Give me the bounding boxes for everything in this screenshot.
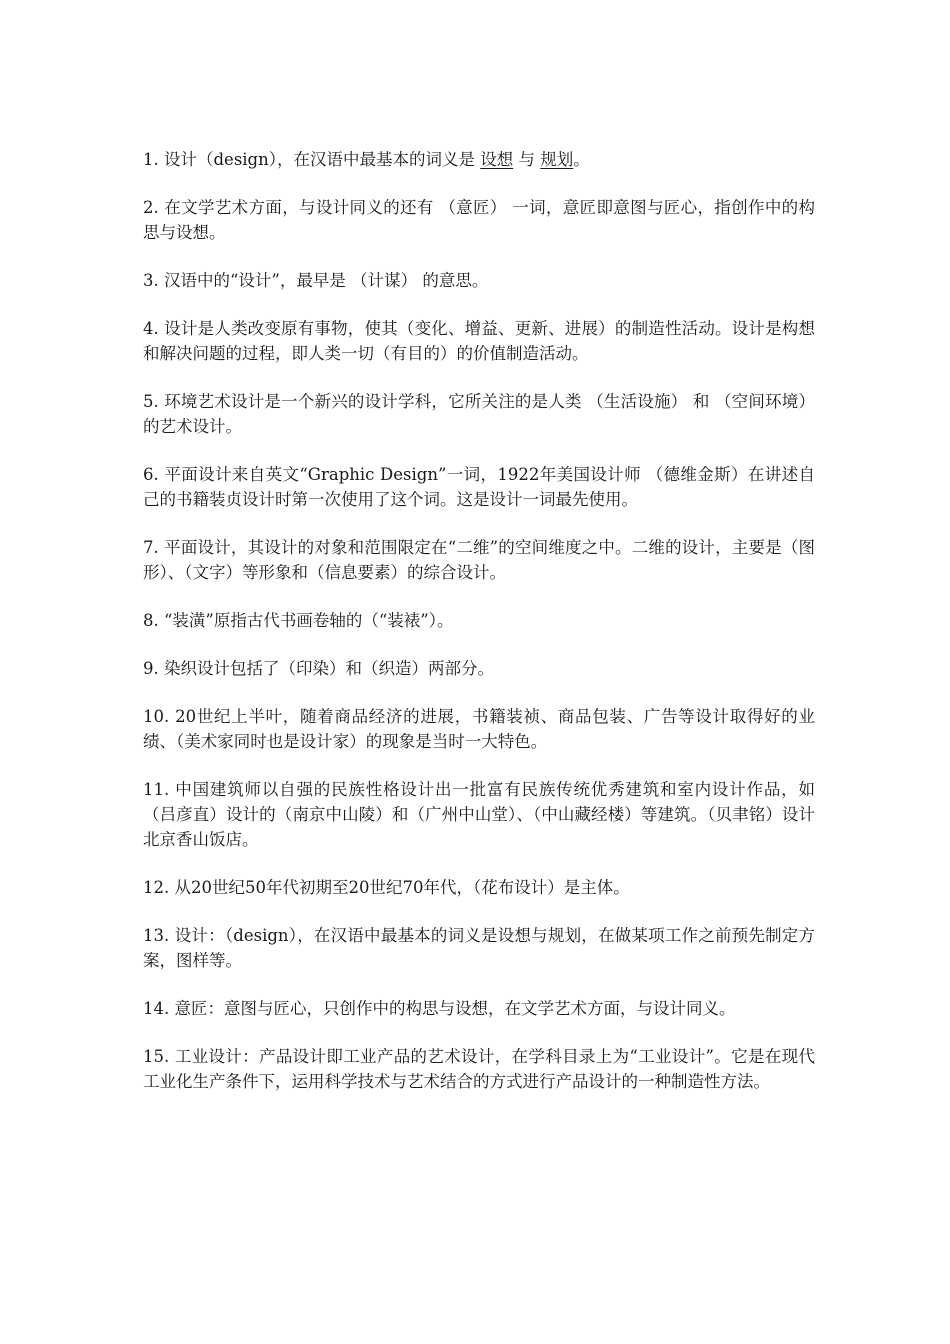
list-item-5: 5. 环境艺术设计是一个新兴的设计学科，它所关注的是人类 （生活设施） 和 （空间环境）的艺术设计。 xyxy=(143,392,815,436)
list-item-10: 10. 20世纪上半叶，随着商品经济的进展，书籍装祯、商品包装、广告等设计取得好的业绩、（美术家同时也是设计家）的现象是当时一大特色。 xyxy=(143,707,815,751)
list-item-15: 15. 工业设计：产品设计即工业产品的艺术设计，在学科目录上为“工业设计”。它是在现代工业化生产条件下，运用科学技术与艺术结合的方式进行产品设计的一种制造性方法。 xyxy=(143,1047,815,1091)
list-item-2: 2. 在文学艺术方面，与设计同义的还有 （意匠） 一词，意匠即意图与匠心，指创作中的构思与设想。 xyxy=(143,198,815,242)
list-item-13: 13. 设计：（design），在汉语中最基本的词义是设想与规划，在做某项工作之前预先制定方案，图样等。 xyxy=(143,926,815,970)
list-item-3: 3. 汉语中的“设计”，最早是 （计谋） 的意思。 xyxy=(143,271,489,290)
list-item-14: 14. 意匠：意图与匠心，只创作中的构思与设想，在文学艺术方面，与设计同义。 xyxy=(143,999,736,1018)
document-body xyxy=(143,147,815,1117)
item-1-text-start: 1. 设计（design），在汉语中最基本的词义是 xyxy=(143,150,481,169)
list-item-9: 9. 染织设计包括了（印染）和（织造）两部分。 xyxy=(143,659,494,678)
list-item-4: 4. 设计是人类改变原有事物，使其（变化、增益、更新、进展）的制造性活动。设计是构想和解决问题的过程，即人类一切（有目的）的价值制造活动。 xyxy=(143,319,815,363)
item-1-text-mid: 与 xyxy=(513,150,541,169)
list-item-8: 8. “装潢”原指古代书画卷轴的（“装裱”）。 xyxy=(143,611,454,630)
item-1-answer-guihua: 规划 xyxy=(540,150,574,169)
list-item-7: 7. 平面设计，其设计的对象和范围限定在“二维”的空间维度之中。二维的设计，主要是（图形）、（文字）等形象和（信息要素）的综合设计。 xyxy=(143,538,815,582)
list-item-6: 6. 平面设计来自英文“Graphic Design”一词，1922年美国设计师 （德维金斯）在讲述自己的书籍装贞设计时第一次使用了这个词。这是设计一词最先使用。 xyxy=(143,465,815,509)
list-item-12: 12. 从20世纪50年代初期至20世纪70年代，（花布设计）是主体。 xyxy=(143,878,630,897)
item-1-text-end: 。 xyxy=(573,150,590,169)
item-1-answer-shexiang: 设想 xyxy=(480,150,514,169)
list-item-1 xyxy=(143,147,815,172)
list-item-11: 11. 中国建筑师以自强的民族性格设计出一批富有民族传统优秀建筑和室内设计作品，如（吕彦直）设计的（南京中山陵）和（广州中山堂）、（中山藏经楼）等建筑。（贝聿铭）设计北京香山饭店。 xyxy=(143,780,815,849)
